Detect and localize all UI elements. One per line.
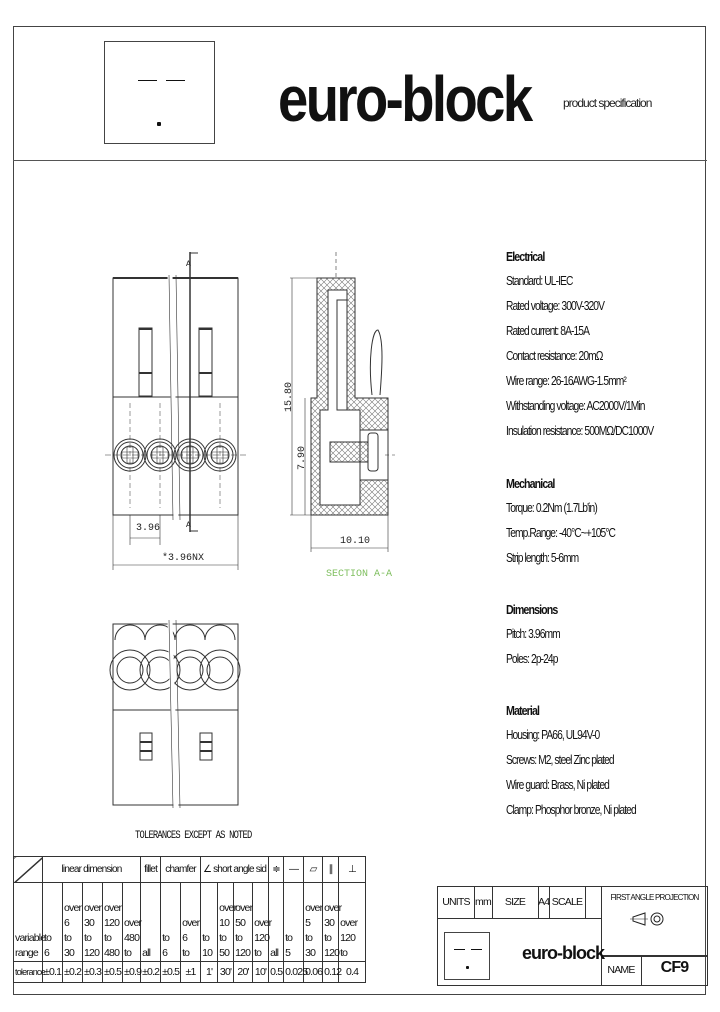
tolerance-value: 30' bbox=[218, 962, 234, 983]
tolerance-value: ±1 bbox=[181, 962, 201, 983]
material-section bbox=[506, 698, 636, 823]
spec-line: Housing: PA66, UL94V-0 bbox=[506, 728, 600, 742]
tolerance-group: linear dimension bbox=[43, 857, 141, 883]
tolerance-group: ∠ short angle sid bbox=[201, 857, 269, 883]
spec-line: Insulation resistance: 500MΩ/DC1000V bbox=[506, 424, 654, 438]
spec-line: Pitch: 3.96mm bbox=[506, 627, 560, 641]
tolerance-range: over 6 to bbox=[181, 883, 201, 962]
spec-line: Strip length: 5-6mm bbox=[506, 551, 579, 565]
tolerance-value: 20' bbox=[234, 962, 253, 983]
tolerance-range: over 10 to 50 bbox=[218, 883, 234, 962]
spec-line: Wire range: 26-16AWG-1.5mm² bbox=[506, 374, 626, 388]
tolerance-range: over 120 to 480 bbox=[103, 883, 123, 962]
spec-line: Standard: UL-IEC bbox=[506, 274, 573, 288]
bottom-view bbox=[110, 620, 240, 808]
tolerance-value: ±0.9 bbox=[123, 962, 141, 983]
tolerance-value: 0.025 bbox=[284, 962, 304, 983]
section-marker-bottom: A bbox=[186, 521, 191, 530]
scale-label: SCALE bbox=[551, 896, 583, 908]
tolerance-group: ≑ bbox=[269, 857, 284, 883]
tolerance-label: tolerance bbox=[14, 962, 43, 983]
tolerance-range: over 120 to bbox=[339, 883, 366, 962]
tolerance-value: 0.5 bbox=[269, 962, 284, 983]
spec-line: Poles: 2p-24p bbox=[506, 652, 558, 666]
spec-line: Contact resistance: 20mΩ bbox=[506, 349, 603, 363]
tolerance-value: ±0.5 bbox=[161, 962, 181, 983]
section-label: SECTION A-A bbox=[326, 569, 393, 580]
tolerance-value: 0.4 bbox=[339, 962, 366, 983]
pitch-dimension: 3.96 bbox=[136, 523, 161, 534]
section-view bbox=[290, 252, 395, 552]
tolerance-value: 0.12 bbox=[323, 962, 339, 983]
tolerance-range: all bbox=[269, 883, 284, 962]
tolerance-range: to 6 bbox=[43, 883, 63, 962]
tolerance-value: ±0.5 bbox=[103, 962, 123, 983]
tolerance-range: over 30 to 120 bbox=[83, 883, 103, 962]
mechanical-section bbox=[506, 471, 615, 571]
tolerance-value: 0.06 bbox=[304, 962, 323, 983]
size-label: SIZE bbox=[504, 896, 526, 908]
spec-line: Withstanding voltage: AC2000V/1Min bbox=[506, 399, 645, 413]
tolerance-range: over 6 to 30 bbox=[63, 883, 83, 962]
diagonal-cell bbox=[14, 857, 43, 883]
tolerance-value: ±0.1 bbox=[43, 962, 63, 983]
dimensions-heading: Dimensions bbox=[506, 602, 558, 617]
electrical-section bbox=[506, 244, 653, 444]
spec-line: Rated current: 8A-15A bbox=[506, 324, 590, 338]
tolerance-range: over 120 to bbox=[253, 883, 269, 962]
tolerance-value: ±0.2 bbox=[141, 962, 161, 983]
tolerance-value: 1' bbox=[201, 962, 218, 983]
tolerance-group: — bbox=[284, 857, 304, 883]
spec-line: Screws: M2, steel Zinc plated bbox=[506, 753, 614, 767]
overall-dimension: *3.96NX bbox=[162, 553, 205, 564]
size-value: A4 bbox=[538, 896, 550, 908]
units-label: UNITS bbox=[442, 896, 470, 908]
depth-dimension: 10.10 bbox=[340, 536, 371, 547]
title-block-logo bbox=[444, 932, 490, 980]
tolerance-group: chamfer bbox=[161, 857, 201, 883]
tolerance-range: to 6 bbox=[161, 883, 181, 962]
range-label: variable range bbox=[14, 883, 43, 962]
tolerance-value: ±0.3 bbox=[83, 962, 103, 983]
electrical-heading: Electrical bbox=[506, 249, 545, 264]
spec-line: Rated voltage: 300V-320V bbox=[506, 299, 605, 313]
tolerance-value: 10' bbox=[253, 962, 269, 983]
document-subtitle: product specification bbox=[563, 96, 652, 110]
section-marker-top: A bbox=[186, 260, 191, 269]
units-value: mm bbox=[475, 896, 491, 908]
title-block-brand: euro-block bbox=[522, 943, 605, 963]
tolerance-caption: TOLERANCES EXCEPT AS NOTED bbox=[135, 830, 252, 842]
dimensions-section bbox=[506, 597, 560, 672]
tolerance-range: to 10 bbox=[201, 883, 218, 962]
tolerance-range: over 30 to 120 bbox=[323, 883, 339, 962]
tolerance-range: to 5 bbox=[284, 883, 304, 962]
name-label: NAME bbox=[607, 964, 635, 976]
spec-line: Temp.Range: -40°C~+105°C bbox=[506, 526, 616, 540]
first-angle-projection-icon bbox=[630, 909, 670, 929]
spec-line: Torque: 0.2Nm (1.7Lb'in) bbox=[506, 501, 597, 515]
spec-line: Wire guard: Brass, Ni plated bbox=[506, 778, 609, 792]
tolerance-range: over 5 to 30 bbox=[304, 883, 323, 962]
tolerance-table bbox=[13, 856, 366, 983]
mechanical-heading: Mechanical bbox=[506, 476, 555, 491]
tolerance-group: fillet bbox=[141, 857, 161, 883]
tolerance-group: ∥ bbox=[323, 857, 339, 883]
material-heading: Material bbox=[506, 703, 540, 718]
tolerance-group: ▱ bbox=[304, 857, 323, 883]
tolerance-group: ⊥ bbox=[339, 857, 366, 883]
height-dimension: 15.80 bbox=[284, 381, 295, 412]
part-name: CF9 bbox=[660, 959, 689, 976]
tolerance-range: over 480 to bbox=[123, 883, 141, 962]
spec-line: Clamp: Phosphor bronze, Ni plated bbox=[506, 803, 636, 817]
tolerance-value: ±0.2 bbox=[63, 962, 83, 983]
projection-label: FIRST ANGLE PROJECTION bbox=[610, 893, 699, 902]
tolerance-range: all bbox=[141, 883, 161, 962]
front-view bbox=[105, 252, 248, 570]
brand-title: euro-block bbox=[278, 63, 531, 135]
title-block bbox=[437, 886, 708, 986]
mid-height-dimension: 7.90 bbox=[297, 445, 308, 470]
tolerance-range: over 50 to 120 bbox=[234, 883, 253, 962]
